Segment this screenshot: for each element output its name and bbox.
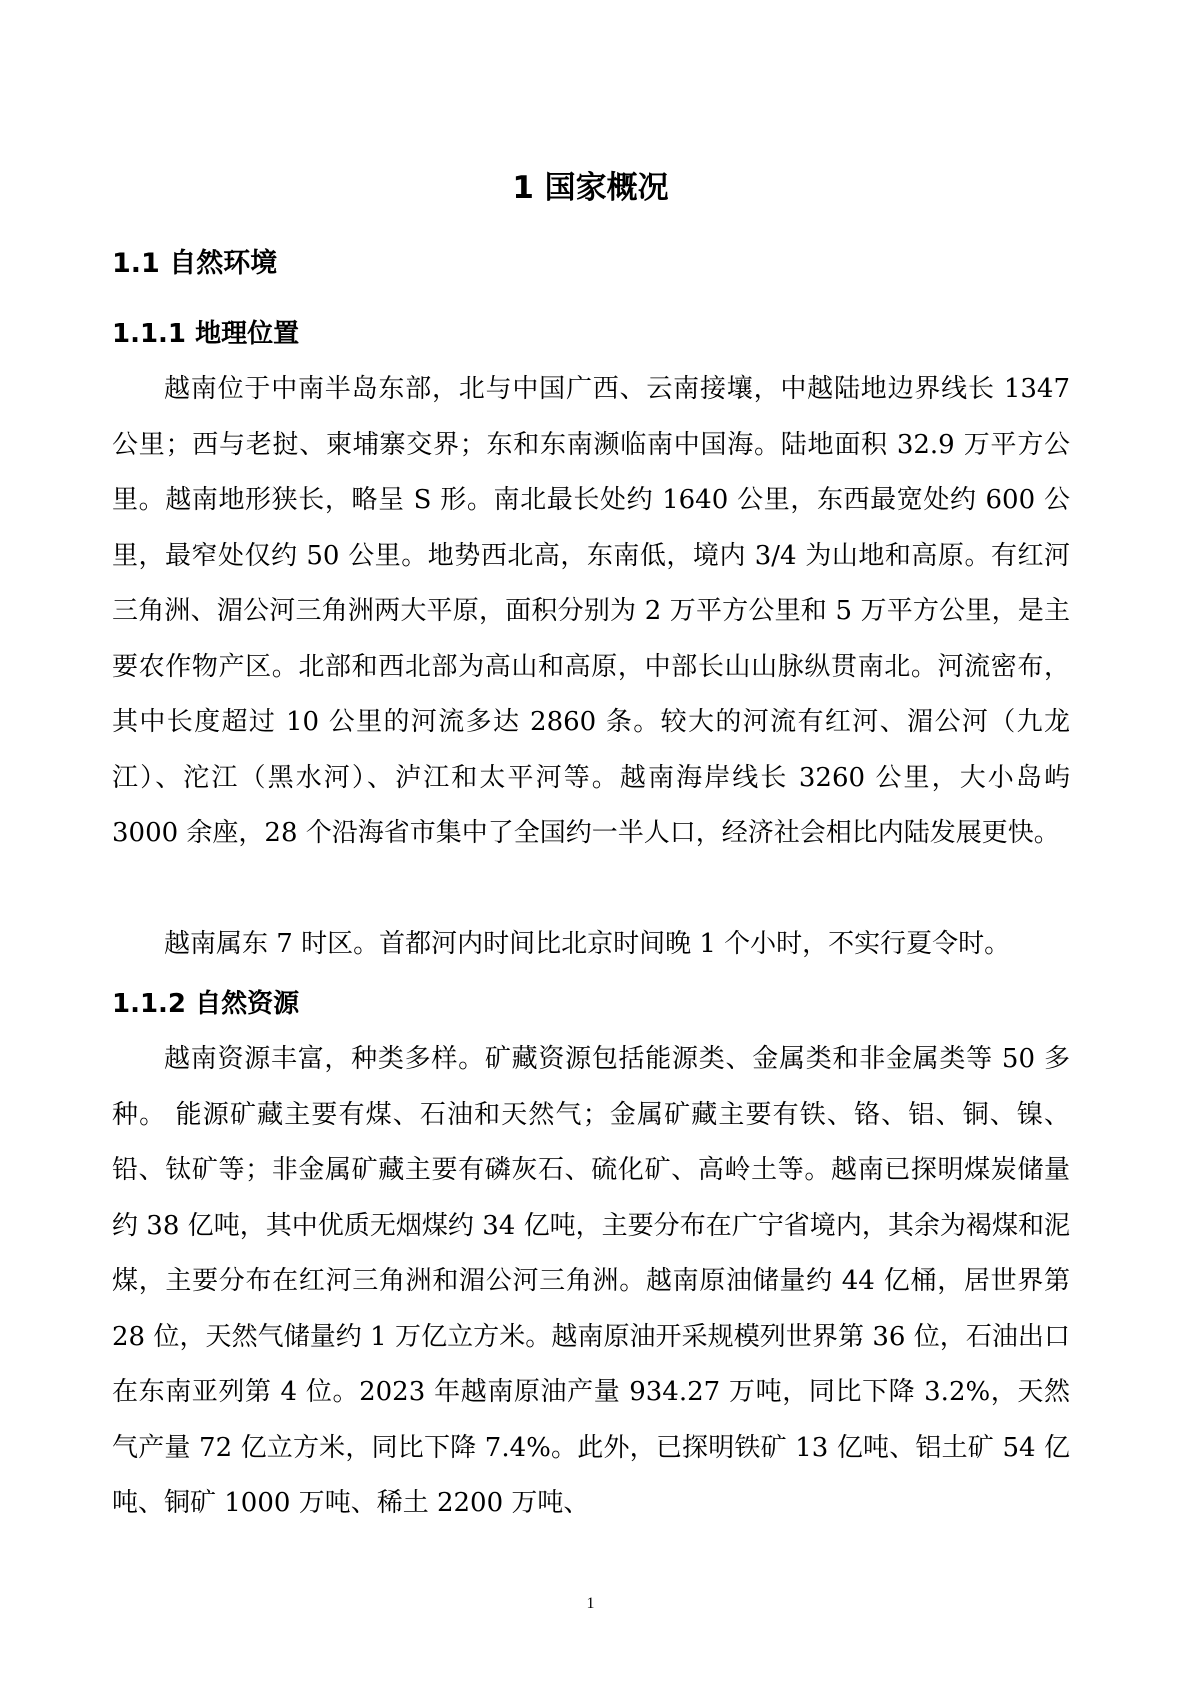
subsection-title-resources: 1.1.2 自然资源 <box>112 989 300 1019</box>
chapter-title: 1 国家概况 <box>512 170 669 206</box>
paragraph-resources: 越南资源丰富，种类多样。矿藏资源包括能源类、金属类和非金属类等 50 多种。 能源矿藏主要有煤、石油和天然气；金属矿藏主要有铁、铬、铝、铜、镍、铅、钛矿等；非金属矿藏主要有磷灰石、硫化矿、高岭土等。越南已探明煤炭储量约 38 亿吨，其中优质无烟煤约 34 亿吨，主要分布在广宁省境内，其余为褐煤和泥煤，主要分布在红河三角洲和湄公河三角洲。越南原油储量约 44 亿桶，居世界第 28 位，天然气储量约 1 万亿立方米。越南原油开采规模列世界第 36 位，石油出口在东南亚列第 4 位。2023 年越南原油产量 934.27 万吨，同比下降 3.2%，天然气产量 72 亿立方米，同比下降 7.4%。此外，已探明铁矿 13 亿吨、铝土矿 54 亿吨、铜矿 1000 万吨、稀土 2200 万吨、 <box>112 1044 1070 1518</box>
subsection-title-geography: 1.1.1 地理位置 <box>112 319 300 349</box>
paragraph-timezone: 越南属东 7 时区。首都河内时间比北京时间晚 1 个小时，不实行夏令时。 <box>164 929 1011 959</box>
paragraph-geography: 越南位于中南半岛东部，北与中国广西、云南接壤，中越陆地边界线长 1347 公里；西与老挝、柬埔寨交界；东和东南濒临南中国海。陆地面积 32.9 万平方公里。越南地形狭长，略呈 S 形。南北最长处约 1640 公里，东西最宽处约 600 公里，最窄处仅约 50 公里。地势西北高，东南低，境内 3/4 为山地和高原。有红河三角洲、湄公河三角洲两大平原，面积分别为 2 万平方公里和 5 万平方公里，是主要农作物产区。北部和西北部为高山和高原，中部长山山脉纵贯南北。河流密布，其中长度超过 10 公里的河流多达 2860 条。较大的河流有红河、湄公河（九龙江）、沱江（黑水河）、泸江和太平河等。越南海岸线长 3260 公里，大小岛屿 3000 余座，28 个沿海省市集中了全国约一半人口，经济社会相比内陆发展更快。 <box>112 374 1070 848</box>
page-number: 1 <box>586 1595 595 1612</box>
section-title: 1.1 自然环境 <box>112 248 278 279</box>
